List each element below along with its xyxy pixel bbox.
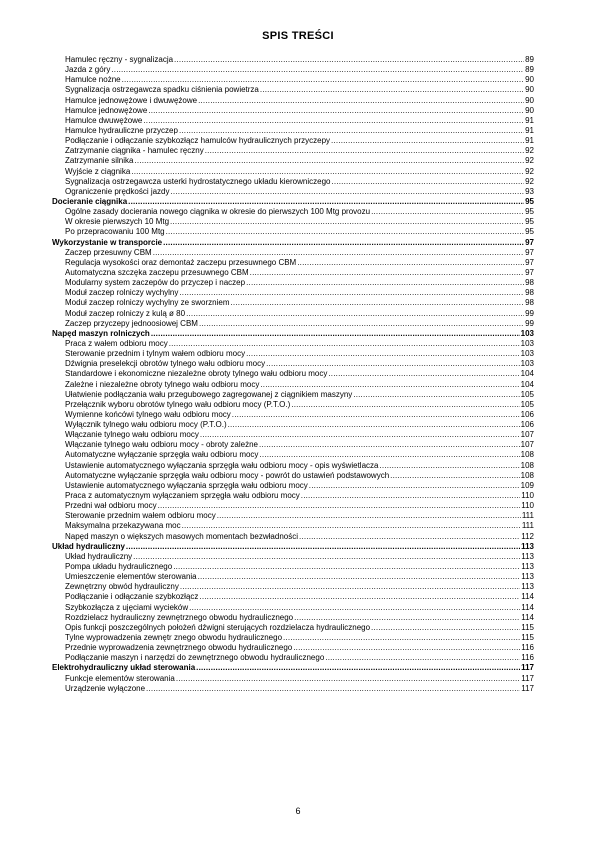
toc-entry[interactable] [52,288,534,298]
toc-entry-title: Ogólne zasady docierania nowego ciągnika w okresie do pierwszych 100 Mtg provozu [65,207,371,217]
dot-leader [176,674,520,684]
dot-leader [133,552,520,562]
toc-entry[interactable] [52,603,534,613]
toc-entry-page: 91 [525,125,534,135]
toc-entry-title: Umieszczenie elementów sterowania [65,572,197,582]
toc-entry-page: 92 [525,146,534,156]
toc-entry[interactable] [52,258,534,268]
toc-entry-page: 108 [520,450,534,460]
toc-entry-title: Po przepracowaniu 100 Mtg [65,227,165,237]
dot-leader [299,532,520,542]
toc-entry[interactable] [52,126,534,136]
toc-entry[interactable] [52,532,534,542]
toc-entry-title: Wyłącznik tylnego wału odbioru mocy (P.T.O.) [65,420,227,430]
dot-leader [371,207,524,217]
dot-leader [246,278,524,288]
toc-entry-page: 107 [520,430,534,440]
toc-entry-page: 115 [521,622,534,632]
toc-entry[interactable] [52,278,534,288]
toc-entry-title: Jazda z góry [65,65,111,75]
toc-entry[interactable] [52,349,534,359]
toc-entry-title: Sterowanie przednim wałem odbioru mocy [65,511,216,521]
toc-entry[interactable] [52,511,534,521]
dot-leader [143,116,524,126]
toc-entry-title: Moduł zaczep rolniczy z kulą ø 80 [65,308,186,318]
toc-entry-title: Dźwignia preselekcji obrotów tylnego wału odbioru mocy [65,359,266,369]
toc-entry-page: 99 [525,308,534,318]
dot-leader [182,521,521,531]
dot-leader [294,613,520,623]
toc-entry[interactable] [52,167,534,177]
toc-entry-page: 117 [521,673,534,683]
dot-leader [166,227,524,237]
toc-entry-title: Modularny system zaczepów do przyczep i naczep [65,278,246,288]
toc-entry-page: 103 [520,359,534,369]
toc-entry-page: 110 [521,491,534,501]
toc-entry[interactable] [52,309,534,319]
toc-entry-page: 95 [525,217,534,227]
toc-entry-page: 114 [521,612,534,622]
toc-entry-page: 89 [525,65,534,75]
toc-section-entry[interactable] [52,238,534,248]
dot-leader [186,309,524,319]
dot-leader [250,268,524,278]
toc-entry-page: 117 [521,663,534,673]
toc-entry-title: Zależne i niezależne obroty tylnego wału odbioru mocy [65,379,260,389]
toc-entry-title: Ograniczenie prędkości jazdy [65,186,170,196]
toc-entry-title: Układ hydrauliczny [52,541,125,551]
dot-leader [134,156,524,166]
toc-entry-page: 97 [525,267,534,277]
toc-entry[interactable] [52,440,534,450]
toc-entry-title: Funkcje elementów sterowania [65,673,175,683]
dot-leader [126,542,520,552]
toc-entry[interactable] [52,552,534,562]
toc-entry-page: 97 [525,237,534,247]
toc-entry-title: Włączanie tylnego wału odbioru mocy - obroty zależne [65,440,258,450]
toc-entry-page: 112 [521,531,534,541]
toc-entry-page: 107 [520,440,534,450]
toc-entry-page: 105 [520,399,534,409]
toc-entry-title: Włączanie tylnego wału odbioru mocy [65,430,199,440]
toc-entry-page: 103 [520,328,534,338]
toc-entry-page: 95 [525,207,534,217]
dot-leader [297,258,524,268]
dot-leader [179,126,524,136]
toc-entry[interactable] [52,471,534,481]
toc-entry[interactable] [52,501,534,511]
toc-entry-page: 113 [521,551,534,561]
toc-entry-page: 90 [525,85,534,95]
toc-entry-title: Zewnętrzny obwód hydrauliczny [65,582,179,592]
toc-entry-title: Wyjście z ciągnika [65,166,131,176]
table-of-contents [52,55,534,694]
toc-entry-page: 103 [520,349,534,359]
toc-entry-title: Napęd maszyn o większych masowych momentach bezwładności [65,531,298,541]
dot-leader [371,623,520,633]
dot-leader [169,339,520,349]
toc-entry-page: 104 [520,379,534,389]
toc-entry[interactable] [52,400,534,410]
toc-entry-page: 106 [520,409,534,419]
dot-leader [379,461,519,471]
toc-entry-title: Zatrzymanie silnika [65,156,134,166]
toc-entry[interactable] [52,420,534,430]
toc-entry-title: Tylne wyprowadzenia zewnętr znego obwodu hydraulicznego [65,633,283,643]
dot-leader [266,359,520,369]
toc-entry[interactable] [52,491,534,501]
toc-entry-title: Rozdzielacz hydrauliczny zewnętrznego obwodu hydraulicznego [65,612,294,622]
toc-entry-title: Automatyczne wyłączanie sprzęgła wału odbioru mocy [65,450,259,460]
toc-entry-page: 113 [521,541,534,551]
dot-leader [353,390,519,400]
toc-entry-title: Praca z automatycznym wyłączaniem sprzęgła wału odbioru mocy [65,491,300,501]
toc-entry-page: 91 [525,115,534,125]
toc-entry[interactable] [52,613,534,623]
toc-entry-page: 106 [520,420,534,430]
toc-entry-title: Ustawienie automatycznego wyłączania sprzęgła wału odbioru mocy - opis wyświetlacza [65,460,379,470]
toc-entry[interactable] [52,136,534,146]
toc-entry-title: Układ hydrauliczny [65,551,133,561]
toc-entry-title: Moduł zaczep rolniczy wychylny ze sworzniem [65,298,230,308]
toc-entry-title: Przełącznik wyboru obrotów tylnego wału odbioru mocy (P.T.O.) [65,399,291,409]
toc-entry-title: Docieranie ciągnika [52,196,128,206]
toc-entry[interactable] [52,156,534,166]
toc-entry[interactable] [52,684,534,694]
toc-entry-page: 105 [520,389,534,399]
dot-leader [199,592,520,602]
toc-section-entry[interactable] [52,329,534,339]
toc-entry-page: 95 [525,196,534,206]
toc-entry[interactable] [52,450,534,460]
toc-entry-title: Ustawienie automatycznego wyłączania sprzęgła wału odbioru mocy [65,480,308,490]
toc-entry[interactable] [52,592,534,602]
toc-entry[interactable] [52,562,534,572]
toc-entry-title: Praca z wałem odbioru mocy [65,338,168,348]
dot-leader [390,471,519,481]
toc-entry-title: Wymienne końcówi tylnego wału odbioru mocy [65,409,231,419]
dot-leader [328,369,519,379]
toc-entry[interactable] [52,623,534,633]
toc-section-entry[interactable] [52,663,534,673]
toc-entry[interactable] [52,177,534,187]
toc-entry-title: Opis funkcji poszczególnych położeń dźwigni sterujących rozdzielacza hydraulicznego [65,622,371,632]
toc-entry-page: 90 [525,105,534,115]
toc-entry[interactable] [52,146,534,156]
dot-leader [163,238,524,248]
dot-leader [179,288,524,298]
toc-entry-title: Szybkozłącza z ujęciami wycieków [65,602,189,612]
toc-entry[interactable] [52,116,534,126]
toc-section-entry[interactable] [52,197,534,207]
toc-entry-title: Pompa układu hydraulicznego [65,562,173,572]
toc-entry-page: 95 [525,227,534,237]
toc-entry-title: Zatrzymanie ciągnika - hamulec ręczny [65,146,204,156]
toc-entry-title: Hamulce dwuwężowe [65,115,143,125]
toc-entry[interactable] [52,633,534,643]
toc-entry-page: 97 [525,247,534,257]
toc-entry-page: 98 [525,278,534,288]
toc-entry[interactable] [52,359,534,369]
toc-entry-page: 116 [521,643,534,653]
toc-entry[interactable] [52,227,534,237]
toc-entry[interactable] [52,582,534,592]
toc-entry[interactable] [52,106,534,116]
toc-entry-page: 111 [521,511,534,521]
toc-entry-title: Moduł zaczep rolniczy wychylny [65,288,179,298]
toc-entry-page: 90 [525,75,534,85]
dot-leader [231,298,525,308]
dot-leader [146,684,520,694]
toc-entry-title: Podłączanie i odłączanie szybkozłącz hamulców hydraulicznych przyczepy [65,136,331,146]
toc-entry-page: 115 [521,633,534,643]
toc-entry[interactable] [52,410,534,420]
toc-entry-title: Hamulce jednowężowe i dwuwężowe [65,95,198,105]
toc-entry-title: Hamulec ręczny - sygnalizacja [65,55,174,64]
dot-leader [260,85,524,95]
toc-entry-title: Ułatwienie podłączania wału przegubowego zagregowanej z ciągnikiem maszyny [65,389,353,399]
toc-entry-page: 92 [525,156,534,166]
toc-entry-page: 108 [520,460,534,470]
toc-entry[interactable] [52,268,534,278]
toc-entry[interactable] [52,674,534,684]
toc-entry-page: 92 [525,166,534,176]
dot-leader [325,653,520,663]
toc-entry-title: Elektrohydrauliczny układ sterowania [52,663,196,673]
toc-entry-page: 103 [520,338,534,348]
dot-leader [171,187,525,197]
toc-entry-page: 116 [521,653,534,663]
dot-leader [291,400,519,410]
toc-entry-page: 90 [525,95,534,105]
toc-entry[interactable] [52,85,534,95]
toc-entry[interactable] [52,187,534,197]
dot-leader [331,177,524,187]
dot-leader [260,380,519,390]
toc-entry[interactable] [52,65,534,75]
page-title: SPIS TREŚCI [262,30,334,42]
dot-leader [158,501,521,511]
toc-entry[interactable] [52,380,534,390]
dot-leader [301,491,520,501]
dot-leader [196,663,520,673]
dot-leader [200,430,520,440]
toc-entry-title: Przedni wał odbioru mocy [65,501,157,511]
toc-entry-title: Podłączanie i odłączanie szybkozłącz [65,592,199,602]
toc-section-entry[interactable] [52,542,534,552]
dot-leader [283,633,520,643]
toc-entry[interactable] [52,217,534,227]
toc-entry-title: Automatyczna szczęka zaczepu przesuwnego CBM [65,267,249,277]
toc-entry-page: 111 [521,521,534,531]
toc-entry-title: Hamulce nożne [65,75,121,85]
toc-entry-page: 89 [525,55,534,64]
toc-entry[interactable] [52,75,534,85]
toc-entry-title: Hamulce jednowężowe [65,105,148,115]
toc-entry-title: Wykorzystanie w transporcie [52,237,163,247]
toc-entry[interactable] [52,461,534,471]
toc-entry-title: Urządzenie wyłączone [65,683,146,693]
dot-leader [309,481,520,491]
toc-entry[interactable] [52,369,534,379]
toc-entry-page: 92 [525,176,534,186]
toc-entry-page: 98 [525,288,534,298]
toc-entry-page: 108 [520,470,534,480]
dot-leader [217,511,521,521]
toc-entry[interactable] [52,96,534,106]
toc-entry-title: Sygnalizacja ostrzegawcza usterki hydrostatycznego układu kierowniczego [65,176,331,186]
toc-entry-page: 114 [521,602,534,612]
dot-leader [151,329,520,339]
toc-entry-page: 104 [520,369,534,379]
toc-entry-title: Automatyczne wyłączanie sprzęgła wału odbioru mocy - powrót do ustawień podstawowych [65,470,390,480]
toc-entry[interactable] [52,572,534,582]
dot-leader [205,146,524,156]
dot-leader [170,217,524,227]
toc-entry-title: Przednie wyprowadzenia zewnętrznego obwodu hydraulicznego [65,643,293,653]
toc-entry-title: Hamulce hydrauliczne przyczep [65,125,178,135]
toc-entry[interactable] [52,521,534,531]
toc-entry[interactable] [52,643,534,653]
toc-entry-title: Podłączanie maszyn i narzędzi do zewnętrznego obwodu hydraulicznego [65,653,325,663]
dot-leader [246,349,520,359]
dot-leader [198,96,524,106]
dot-leader [148,106,524,116]
toc-entry[interactable] [52,319,534,329]
toc-entry-title: Zaczep przyczepy jednoosiowej CBM [65,318,198,328]
toc-entry-title: Standardowe i ekonomiczne niezależne obroty tylnego wału odbioru mocy [65,369,328,379]
dot-leader [199,319,524,329]
toc-entry[interactable] [52,653,534,663]
dot-leader [173,562,520,572]
toc-entry-page: 98 [525,298,534,308]
toc-entry[interactable] [52,55,534,65]
toc-entry-page: 91 [525,136,534,146]
dot-leader [111,65,524,75]
toc-entry-title: W okresie pierwszych 10 Mtg [65,217,170,227]
toc-entry[interactable] [52,339,534,349]
toc-entry-page: 99 [525,318,534,328]
toc-entry[interactable] [52,248,534,258]
toc-entry[interactable] [52,481,534,491]
toc-entry[interactable] [52,207,534,217]
toc-entry-page: 113 [521,572,534,582]
toc-entry-title: Zaczep przesuwny CBM [65,247,152,257]
dot-leader [198,572,521,582]
toc-entry-page: 113 [521,582,534,592]
dot-leader [228,420,520,430]
toc-entry-title: Sterowanie przednim i tylnym wałem odbioru mocy [65,349,246,359]
toc-entry-page: 97 [525,257,534,267]
toc-entry[interactable] [52,390,534,400]
toc-entry-page: 109 [520,480,534,490]
dot-leader [232,410,520,420]
dot-leader [131,167,524,177]
page-number: 6 [295,806,301,816]
toc-entry-page: 110 [521,501,534,511]
dot-leader [331,136,524,146]
dot-leader [122,75,525,85]
toc-entry[interactable] [52,298,534,308]
toc-entry-page: 93 [525,186,534,196]
dot-leader [128,197,524,207]
dot-leader [180,582,520,592]
toc-entry-page: 113 [521,562,534,572]
dot-leader [153,248,524,258]
toc-entry[interactable] [52,430,534,440]
dot-leader [174,55,524,65]
dot-leader [189,603,520,613]
dot-leader [259,450,519,460]
dot-leader [293,643,520,653]
toc-entry-page: 117 [521,683,534,693]
toc-entry-title: Regulacja wysokości oraz demontaż zaczepu przesuwnego CBM [65,257,297,267]
dot-leader [259,440,520,450]
toc-entry-title: Maksymalna przekazywana moc [65,521,181,531]
toc-entry-page: 114 [521,592,534,602]
toc-entry-title: Napęd maszyn rolniczych [52,328,150,338]
toc-entry-title: Sygnalizacja ostrzegawcza spadku ciśnienia powietrza [65,85,259,95]
